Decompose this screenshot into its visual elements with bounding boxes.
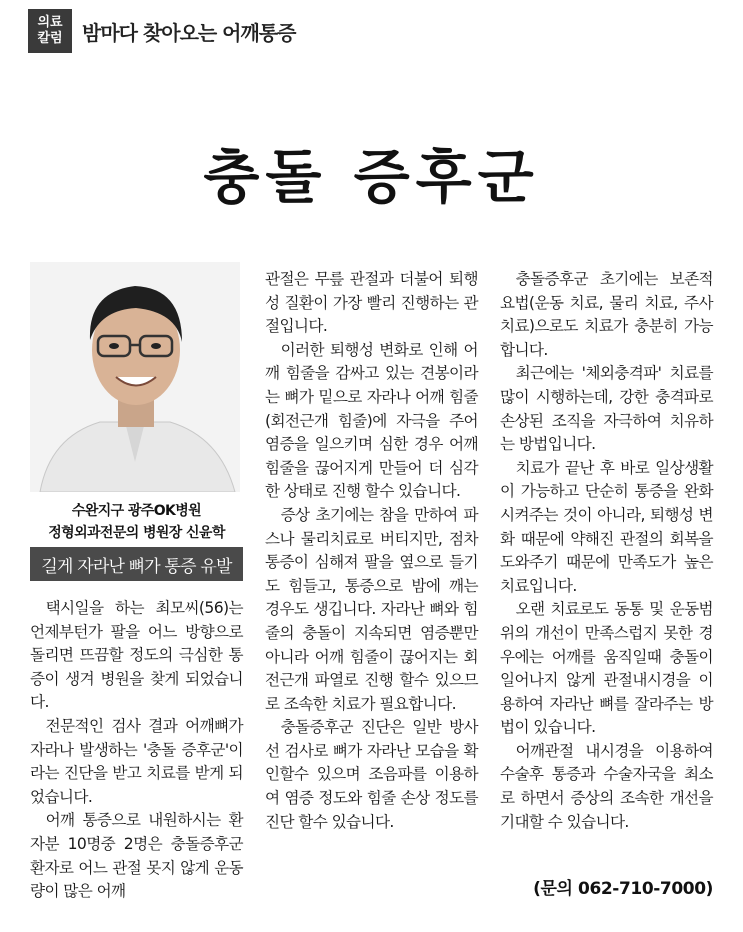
article-column-2	[265, 268, 478, 834]
contact-phone: (문의 062-710-7000)	[533, 879, 713, 899]
column-header	[28, 8, 295, 54]
author-title: 정형외과전문의 병원장 신윤학	[48, 525, 225, 541]
category-tag-line1: 의료	[37, 15, 63, 30]
subheading: 길게 자라난 뼈가 통증 유발	[30, 547, 243, 581]
article-column-3	[500, 268, 713, 834]
article-headline: 충돌 증후군	[203, 143, 540, 211]
paragraph: 택시일을 하는 최모씨(56)는 언제부턴가 팔을 어느 방향으로 돌리면 뜨끔할 정도의 극심한 통증이 생겨 병원을 찾게 되었습니다.	[30, 599, 243, 712]
author-photo	[30, 262, 240, 492]
article-column-1	[30, 597, 243, 904]
section-title: 밤마다 찾아오는 어깨통증	[82, 20, 296, 45]
category-tag-line2: 칼럼	[37, 31, 63, 46]
paragraph: 전문적인 검사 결과 어깨뼈가 자라나 발생하는 '충돌 증후군'이라는 진단을 받고 치료를 받게 되었습니다.	[30, 716, 243, 806]
paragraph: 충돌증후군 진단은 일반 방사선 검사로 뼈가 자라난 모습을 확인할수 있으며 조음파를 이용하여 염증 정도와 힘줄 손상 정도를 진단 할수 있습니다.	[265, 718, 478, 831]
category-tag	[28, 9, 72, 53]
paragraph: 최근에는 '체외충격파' 치료를 많이 시행하는데, 강한 충격파로 손상된 조직을 자극하여 치유하는 방법입니다.	[500, 364, 713, 454]
paragraph: 충돌증후군 초기에는 보존적 요법(운동 치료, 물리 치료, 주사 치료)으로도 치료가 충분히 가능합니다.	[500, 270, 713, 359]
paragraph: 증상 초기에는 참을 만하여 파스나 물리치료로 버티지만, 점차 통증이 심해져 팔을 옆으로 들기도 힘들고, 통증으로 밤에 깨는 경우도 생깁니다. 자라난 뼈와 힘줄의 충돌이 지속되면 염증뿐만 아니라 어깨 힘줄이 끊어지는 회전근개 파열로 진행 할수 있으므로 조속한 치료가 필요합니다.	[265, 505, 478, 713]
paragraph: 이러한 퇴행성 변화로 인해 어깨 힘줄을 감싸고 있는 견봉이라는 뼈가 밑으로 자라나 어깨 힘줄(회전근개 힘줄)에 자극을 주어 염증을 일으키며 심한 경우 어깨 힘줄을 끊어지게 만들어 더 심각한 상태로 진행 할수 있습니다.	[265, 340, 478, 501]
paragraph-continuation: 관절은 무릎 관절과 더불어 퇴행성 질환이 가장 빨리 진행하는 관절입니다.	[265, 270, 478, 336]
paragraph: 오랜 치료로도 동통 및 운동범위의 개선이 만족스럽지 못한 경우에는 어깨를 움직일때 충돌이 일어나지 않게 관절내시경을 이용하여 자라난 뼈를 잘라주는 방법이 있습니다.	[500, 600, 713, 737]
paragraph: 어깨관절 내시경을 이용하여 수술후 통증과 수술자국을 최소로 하면서 증상의 조속한 개선을 기대할 수 있습니다.	[500, 741, 713, 831]
author-hospital: 수완지구 광주OK병원	[71, 503, 202, 519]
paragraph: 치료가 끝난 후 바로 일상생활이 가능하고 단순히 통증을 완화시켜주는 것이 아니라, 퇴행성 변화 때문에 약해진 관절의 회복을 도와주기 때문에 만족도가 높은 치료입니다.	[500, 458, 713, 595]
paragraph: 어깨 통증으로 내원하시는 환자분 10명중 2명은 충돌증후군 환자로 어느 관절 못지 않게 운동량이 많은 어깨	[30, 811, 243, 901]
